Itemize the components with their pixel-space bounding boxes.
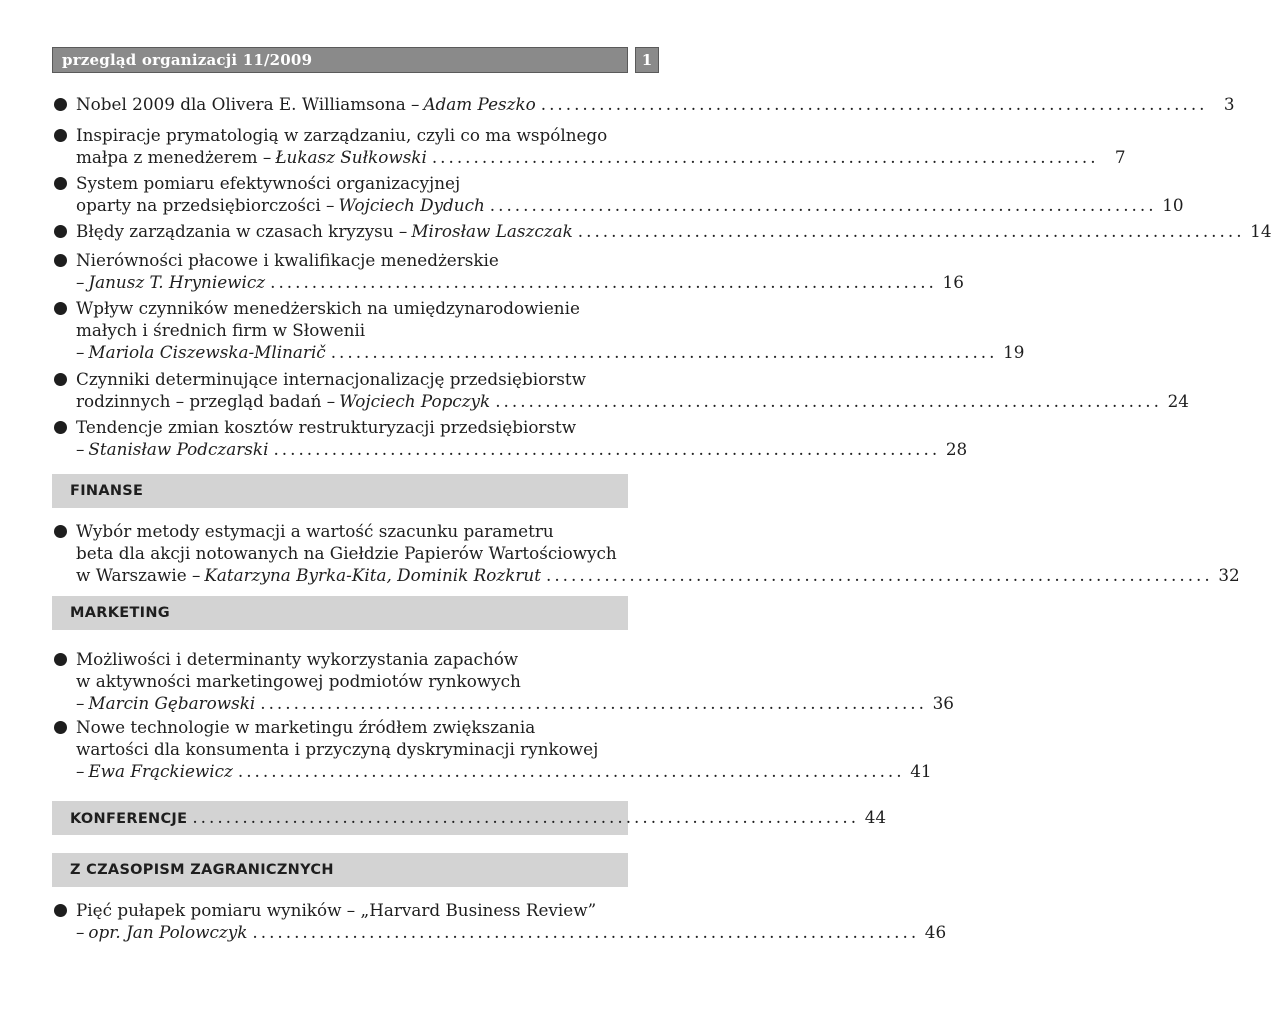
toc-line: rodzinnych – przegląd badań – Wojciech Popczyk ................................................................................ 24: [76, 391, 1189, 411]
toc-line: Wybór metody estymacji a wartość szacunku parametru: [76, 521, 554, 541]
dot-leader: ................................................................................: [237, 761, 905, 781]
toc-page: 19: [1003, 342, 1025, 362]
toc-entry[interactable]: [54, 249, 964, 295]
journal-header-bar: [52, 47, 628, 73]
toc-author: Stanisław Podczarski: [88, 439, 269, 459]
dot-leader: ................................................................................: [545, 565, 1213, 585]
bullet-icon: [54, 129, 67, 142]
bullet-icon: [54, 177, 67, 190]
toc-entry[interactable]: [54, 648, 954, 716]
toc-author: Łukasz Sułkowski: [275, 147, 427, 167]
bullet-icon: [54, 373, 67, 386]
toc-line: beta dla akcji notowanych na Giełdzie Papierów Wartościowych: [76, 543, 617, 563]
bullet-icon: [54, 721, 67, 734]
toc-line: wartości dla konsumenta i przyczyną dyskryminacji rynkowej: [76, 739, 599, 759]
dot-leader: ................................................................................: [252, 922, 920, 942]
toc-entry[interactable]: [54, 416, 968, 462]
bullet-icon: [54, 254, 67, 267]
toc-entry[interactable]: [54, 368, 1189, 414]
toc-page: 36: [932, 693, 954, 713]
toc-line: Czynniki determinujące internacjonalizację przedsiębiorstw: [76, 369, 586, 389]
toc-line: – opr. Jan Polowczyk ................................................................................ 46: [76, 922, 947, 942]
toc-line: – Mariola Ciszewska-Mlinarič ................................................................................ 19: [76, 342, 1025, 362]
dot-leader: ................................................................................: [489, 195, 1157, 215]
bullet-icon: [54, 904, 67, 917]
dot-leader: ................................................................................: [192, 807, 860, 827]
toc-line: oparty na przedsiębiorczości – Wojciech Dyduch ................................................................................ 10: [76, 195, 1184, 215]
toc-page: 44: [864, 807, 887, 827]
toc-page: 7: [1114, 147, 1126, 167]
toc-entry[interactable]: [54, 520, 1240, 588]
toc-line: w aktywności marketingowej podmiotów rynkowych: [76, 671, 521, 691]
toc-line: Inspiracje prymatologią w zarządzaniu, czyli co ma wspólnego: [76, 125, 608, 145]
toc-entry[interactable]: [54, 220, 1272, 244]
toc-line: Nierówności płacowe i kwalifikacje menedżerskie: [76, 250, 499, 270]
toc-author: Mirosław Laszczak: [411, 221, 573, 241]
toc-author: Mariola Ciszewska-Mlinarič: [88, 342, 326, 362]
toc-line: System pomiaru efektywności organizacyjnej: [76, 173, 461, 193]
toc-entry[interactable]: [54, 172, 1184, 218]
bullet-icon: [54, 225, 67, 238]
toc-author: opr. Jan Polowczyk: [88, 922, 248, 942]
toc-line: Nobel 2009 dla Olivera E. Williamsona – Adam Peszko ................................................................................ 3: [76, 94, 1235, 114]
toc-line: małpa z menedżerem – Łukasz Sułkowski ................................................................................ 7: [76, 147, 1126, 167]
dot-leader: ................................................................................: [273, 439, 941, 459]
dot-leader: ................................................................................: [260, 693, 927, 713]
toc-line: w Warszawie – Katarzyna Byrka-Kita, Dominik Rozkrut ................................................................................ 32: [76, 565, 1240, 585]
toc-line: [70, 807, 887, 829]
bullet-icon: [54, 525, 67, 538]
toc-entry[interactable]: [54, 716, 932, 784]
dot-leader: ................................................................................: [540, 94, 1208, 114]
toc-page: 3: [1223, 94, 1235, 114]
toc-line: – Marcin Gębarowski ................................................................................ 36: [76, 693, 954, 713]
toc-line: Pięć pułapek pomiaru wyników – „Harvard Business Review”: [76, 900, 597, 920]
toc-line: Nowe technologie w marketingu źródłem zwiększania: [76, 717, 536, 737]
bullet-icon: [54, 653, 67, 666]
bullet-icon: [54, 98, 67, 111]
toc-author: Janusz T. Hryniewicz: [88, 272, 266, 292]
toc-author: Ewa Frąckiewicz: [88, 761, 233, 781]
dot-leader: ................................................................................: [495, 391, 1162, 411]
toc-entry[interactable]: [54, 899, 947, 945]
dot-leader: ................................................................................: [270, 272, 937, 292]
toc-line: – Stanisław Podczarski ................................................................................ 28: [76, 439, 968, 459]
toc-entry[interactable]: [54, 297, 1025, 365]
toc-page: 24: [1167, 391, 1189, 411]
toc-line: Wpływ czynników menedżerskich na umiędzynarodowienie: [76, 298, 580, 318]
toc-line: małych i średnich firm w Słowenii: [76, 320, 366, 340]
toc-page: 16: [942, 272, 964, 292]
toc-page: 32: [1218, 565, 1240, 585]
toc-author: Marcin Gębarowski: [88, 693, 256, 713]
toc-page: 10: [1162, 195, 1184, 215]
section-header-konferencje[interactable]: [52, 801, 887, 835]
bullet-icon: [54, 421, 67, 434]
toc-author: Adam Peszko: [423, 94, 536, 114]
toc-line: – Ewa Frąckiewicz ................................................................................ 41: [76, 761, 932, 781]
section-title: MARKETING: [70, 605, 170, 621]
dot-leader: ................................................................................: [431, 147, 1099, 167]
section-header-zagraniczne: [52, 853, 628, 887]
toc-author: Katarzyna Byrka-Kita, Dominik Rozkrut: [204, 565, 541, 585]
toc-page: 14: [1250, 221, 1272, 241]
section-header-marketing: [52, 596, 628, 630]
section-header-finanse: [52, 474, 628, 508]
bullet-icon: [54, 302, 67, 315]
toc-line: – Janusz T. Hryniewicz ................................................................................ 16: [76, 272, 964, 292]
toc-line: Możliwości i determinanty wykorzystania zapachów: [76, 649, 519, 669]
dot-leader: ................................................................................: [330, 342, 998, 362]
toc-entry[interactable]: [54, 124, 1126, 170]
toc-page: 28: [945, 439, 968, 459]
section-title: Z CZASOPISM ZAGRANICZNYCH: [70, 862, 334, 878]
section-title: FINANSE: [70, 483, 144, 499]
journal-title: przegląd organizacji 11/2009: [62, 51, 313, 69]
section-title: KONFERENCJE: [70, 811, 188, 827]
toc-line: Tendencje zmian kosztów restrukturyzacji przedsiębiorstw: [76, 417, 577, 437]
toc-entry[interactable]: [54, 93, 1235, 117]
dot-leader: ................................................................................: [577, 221, 1245, 241]
toc-page: 46: [924, 922, 947, 942]
page-number: 1: [635, 47, 659, 73]
toc-page: 41: [910, 761, 932, 781]
toc-author: Wojciech Dyduch: [338, 195, 485, 215]
toc-line: Błędy zarządzania w czasach kryzysu – Mirosław Laszczak ................................................................................ 14: [76, 221, 1272, 241]
toc-author: Wojciech Popczyk: [339, 391, 491, 411]
